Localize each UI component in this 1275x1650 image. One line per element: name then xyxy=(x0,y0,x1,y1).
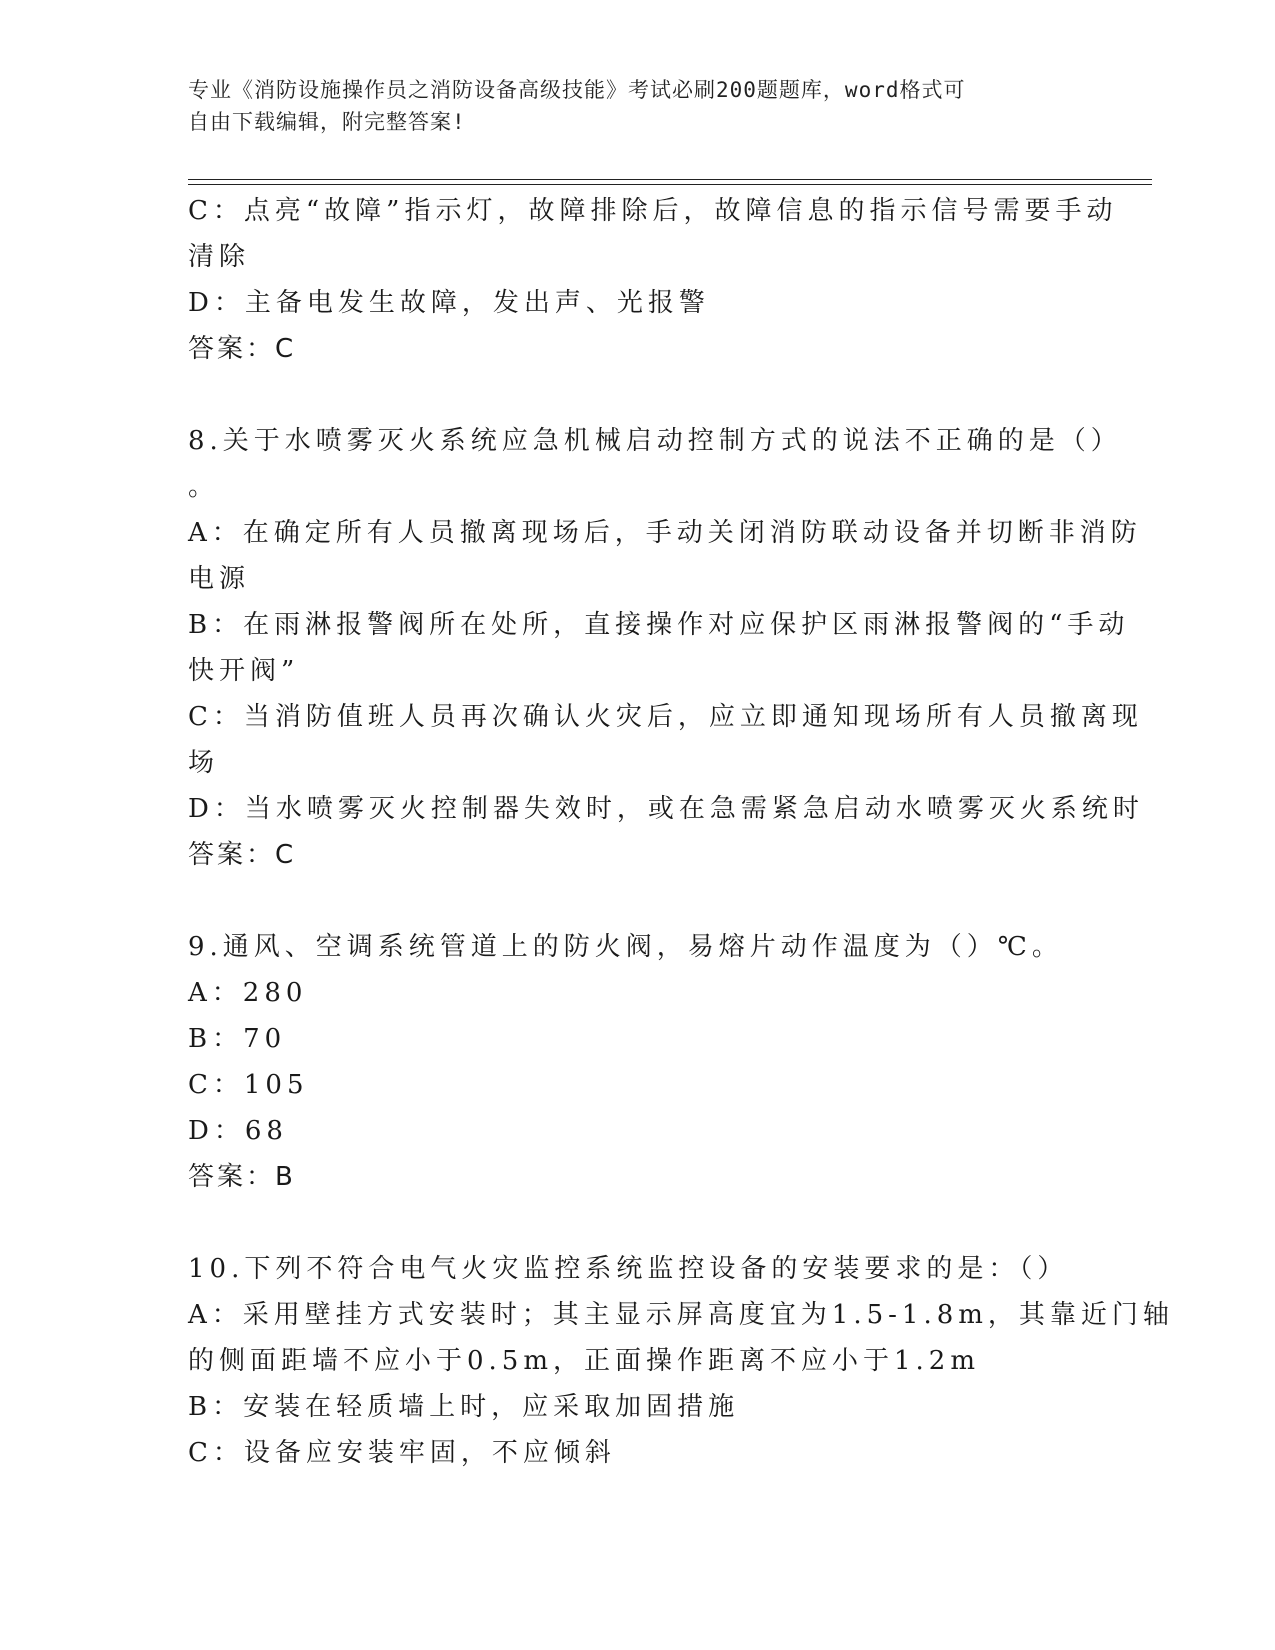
option-c-line-2: 清除 xyxy=(188,242,251,272)
option-d: D：68 xyxy=(188,1116,288,1146)
header-line-2: 自由下载编辑，附完整答案! xyxy=(188,110,466,134)
spacer xyxy=(188,1200,1088,1246)
option-c: C：设备应安装牢固，不应倾斜 xyxy=(188,1438,616,1468)
answer: 答案：B xyxy=(188,1162,296,1192)
question-10 xyxy=(188,1246,1174,1476)
document-header xyxy=(188,74,1088,138)
question-stem: 10.下列不符合电气火灾监控系统监控设备的安装要求的是：（） xyxy=(188,1254,1069,1284)
answer: 答案：C xyxy=(188,840,297,870)
option-b: B：70 xyxy=(188,1024,287,1054)
option-a-line-1: A：在确定所有人员撤离现场后，手动关闭消防联动设备并切断非消防 xyxy=(188,518,1142,548)
option-a-line-2: 的侧面距墙不应小于0.5m，正面操作距离不应小于1.2m xyxy=(188,1346,981,1376)
option-b: B：安装在轻质墙上时，应采取加固措施 xyxy=(188,1392,740,1422)
option-a-line-1: A：采用壁挂方式安装时；其主显示屏高度宜为1.5-1.8m，其靠近门轴 xyxy=(188,1300,1174,1330)
question-7-tail xyxy=(188,188,1118,372)
option-c: C：105 xyxy=(188,1070,309,1100)
option-d: D：主备电发生故障，发出声、光报警 xyxy=(188,288,710,318)
question-stem-line-1: 8.关于水喷雾灭火系统应急机械启动控制方式的说法不正确的是（） xyxy=(188,426,1122,456)
option-c-line-1: C：当消防值班人员再次确认火灾后，应立即通知现场所有人员撤离现 xyxy=(188,702,1143,732)
option-b-line-2: 快开阀” xyxy=(188,656,300,686)
document-body xyxy=(188,188,1174,1476)
question-stem-line-2: 。 xyxy=(188,472,220,502)
option-a: A：280 xyxy=(188,978,308,1008)
option-c-line-1: C：点亮“故障”指示灯，故障排除后，故障信息的指示信号需要手动 xyxy=(188,196,1118,226)
option-b-line-1: B：在雨淋报警阀所在处所，直接操作对应保护区雨淋报警阀的“手动 xyxy=(188,610,1130,640)
option-d: D：当水喷雾灭火控制器失效时，或在急需紧急启动水喷雾灭火系统时 xyxy=(188,794,1144,824)
option-a-line-2: 电源 xyxy=(188,564,251,594)
option-c-line-2: 场 xyxy=(188,748,220,778)
header-rule-bottom xyxy=(188,184,1152,185)
spacer xyxy=(188,372,1088,418)
question-stem: 9.通风、空调系统管道上的防火阀，易熔片动作温度为（）℃。 xyxy=(188,932,1063,962)
header-rule-top xyxy=(188,179,1152,180)
question-9 xyxy=(188,924,1088,1200)
spacer xyxy=(188,878,1088,924)
question-8 xyxy=(188,418,1144,878)
answer: 答案：C xyxy=(188,334,297,364)
header-line-1: 专业《消防设施操作员之消防设备高级技能》考试必刷200题题库，word格式可 xyxy=(188,78,966,102)
